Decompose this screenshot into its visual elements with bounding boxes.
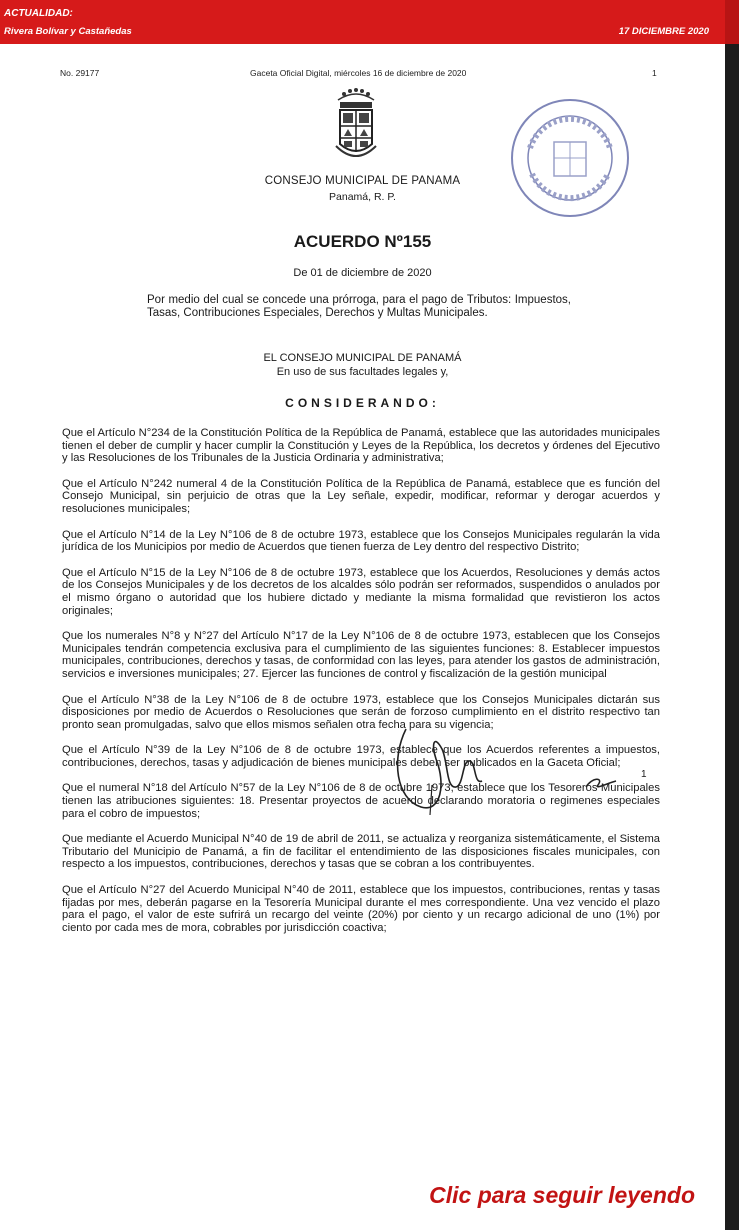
issuer-name: EL CONSEJO MUNICIPAL DE PANAMÁ [263, 352, 462, 364]
issuer-powers: En uso de sus facultades legales y, [276, 366, 449, 378]
document-page [0, 44, 725, 1230]
banner-author: Rivera Bolívar y Castañedas [4, 26, 132, 37]
considerando-paragraphs [62, 427, 660, 947]
continue-reading-link[interactable]: Clic para seguir leyendo [429, 1182, 695, 1208]
document-purpose: Por medio del cual se concede una prórroga, para el pago de Tributos: Impuestos, Tasas, Contribuciones Especiales, Derechos y Multas Municipales. [147, 294, 571, 319]
gazette-title: Gaceta Oficial Digital, miércoles 16 de diciembre de 2020 [250, 68, 467, 78]
initials-icon [584, 775, 618, 791]
paragraph: Que mediante el Acuerdo Municipal N°40 de 19 de abril de 2011, se actualiza y reorganiza sistemáticamente, el Sistema Tributario del Municipio de Panamá, a fin de facilitar el entendimiento de las disposiciones fiscales municipales, con respecto a los impuestos, contribuciones, derechos y tasas que se cobran a los contribuyentes. [62, 833, 660, 871]
coat-of-arms-icon [330, 86, 382, 166]
paragraph: Que el Artículo N°15 de la Ley N°106 de 8 de octubre 1973, establece que los Acuerdos, Resoluciones y demás actos de los Consejos Municipales y de los decretos de los alcaldes sólo podrán ser reformados, suspendidos o anulados por el mismo órgano o autoridad que los hubiere dictado y mediante la misma formalidad que revistieron los actos originales; [62, 566, 660, 617]
gazette-number: No. 29177 [60, 68, 100, 78]
paragraph: Que los numerales N°8 y N°27 del Artículo N°17 de la Ley N°106 de 8 de octubre 1973, establecen que los Consejos Municipales tendrán competencia exclusiva para el cumplimiento de las siguientes funciones: 8. Establecer impuestos municipales, contribuciones, derechos y tasas, de conformidad con las leyes, para atender los gastos de administración, servicios e inversiones municipales; 27. Ejercer las funciones de control y fiscalización de la gestión municipal [62, 630, 660, 680]
right-band-top [725, 0, 739, 44]
paragraph: Que el Artículo N°39 de la Ley N°106 de 8 de octubre 1973, establece que los Acuerdos referentes a impuestos, contribuciones, derechos, tasas y adjudicación de bienes municipales deben ser publicados en la Gaceta Oficial; [62, 744, 660, 769]
banner-date: 17 DICIEMBRE 2020 [618, 26, 709, 37]
paragraph: Que el numeral N°18 del Artículo N°57 de la Ley N°106 de 8 de octubre 1973, establece que los Tesoreros Municipales tienen las atribuciones siguientes: 18. Presentar proyectos de acuerdo declarando moratoria o regimenes especiales para el cobro de impuestos; [62, 782, 660, 820]
council-place: Panamá, R. P. [329, 191, 396, 203]
page-number: 1 [641, 769, 647, 780]
paragraph: Que el Artículo N°38 de la Ley N°106 de 8 de octubre 1973, establece que los Consejos Municipales dictarán sus disposiciones por medio de Acuerdos o Resoluciones que serán de forzoso cumplimiento en el distrito respectivo tan pronto sean promulgadas, salvo que ellos mismos señalen otra fecha para su vigencia; [62, 693, 660, 731]
banner-tag: ACTUALIDAD: [4, 8, 73, 19]
document-title: ACUERDO Nº155 [293, 232, 432, 251]
gazette-page: 1 [652, 68, 657, 78]
council-name: CONSEJO MUNICIPAL DE PANAMA [264, 175, 461, 187]
paragraph: Que el Artículo N°27 del Acuerdo Municipal N°40 de 2011, establece que los impuestos, contribuciones, rentas y tasas fijadas por mes, deberán pagarse en la Tesorería Municipal durante el mes correspondiente. Una vez vencido el plazo para el pago, el valor de este sufrirá un recargo del veinte (20%) por ciento y un recargo adicional de uno (1%) por ciento por cada mes de mora, cobrables por jurisdicción coactiva; [62, 884, 660, 934]
issuer-block [0, 351, 725, 379]
paragraph: Que el Artículo N°14 de la Ley N°106 de 8 de octubre 1973, establece que los Consejos Municipales regularán la vida jurídica de los Municipios por medio de Acuerdos que tienen fuerza de Ley dentro del respectivo Distrito; [62, 528, 660, 554]
top-banner [0, 0, 739, 44]
paragraph: Que el Artículo N°242 numeral 4 de la Constitución Política de la República de Panamá, establece que es función del Consejo Municipal, sin perjuicio de otras que la Ley señale, expedir, modificar, reformar y derogar acuerdos y resoluciones municipales; [62, 477, 660, 515]
right-band [725, 44, 739, 1230]
document-date: De 01 de diciembre de 2020 [293, 267, 432, 279]
signature-icon [386, 689, 516, 819]
paragraph: Que el Artículo N°234 de la Constitución Política de la República de Panamá, establece que las autoridades municipales tienen el deber de cumplir y hacer cumplir la Constitución y Leyes de la República, los decretos y órdenes del Ejecutivo y las Resoluciones de los Tribunales de la Justicia Ordinaria y administrativa; [62, 427, 660, 465]
considerando-heading: CONSIDERANDO: [285, 396, 440, 410]
